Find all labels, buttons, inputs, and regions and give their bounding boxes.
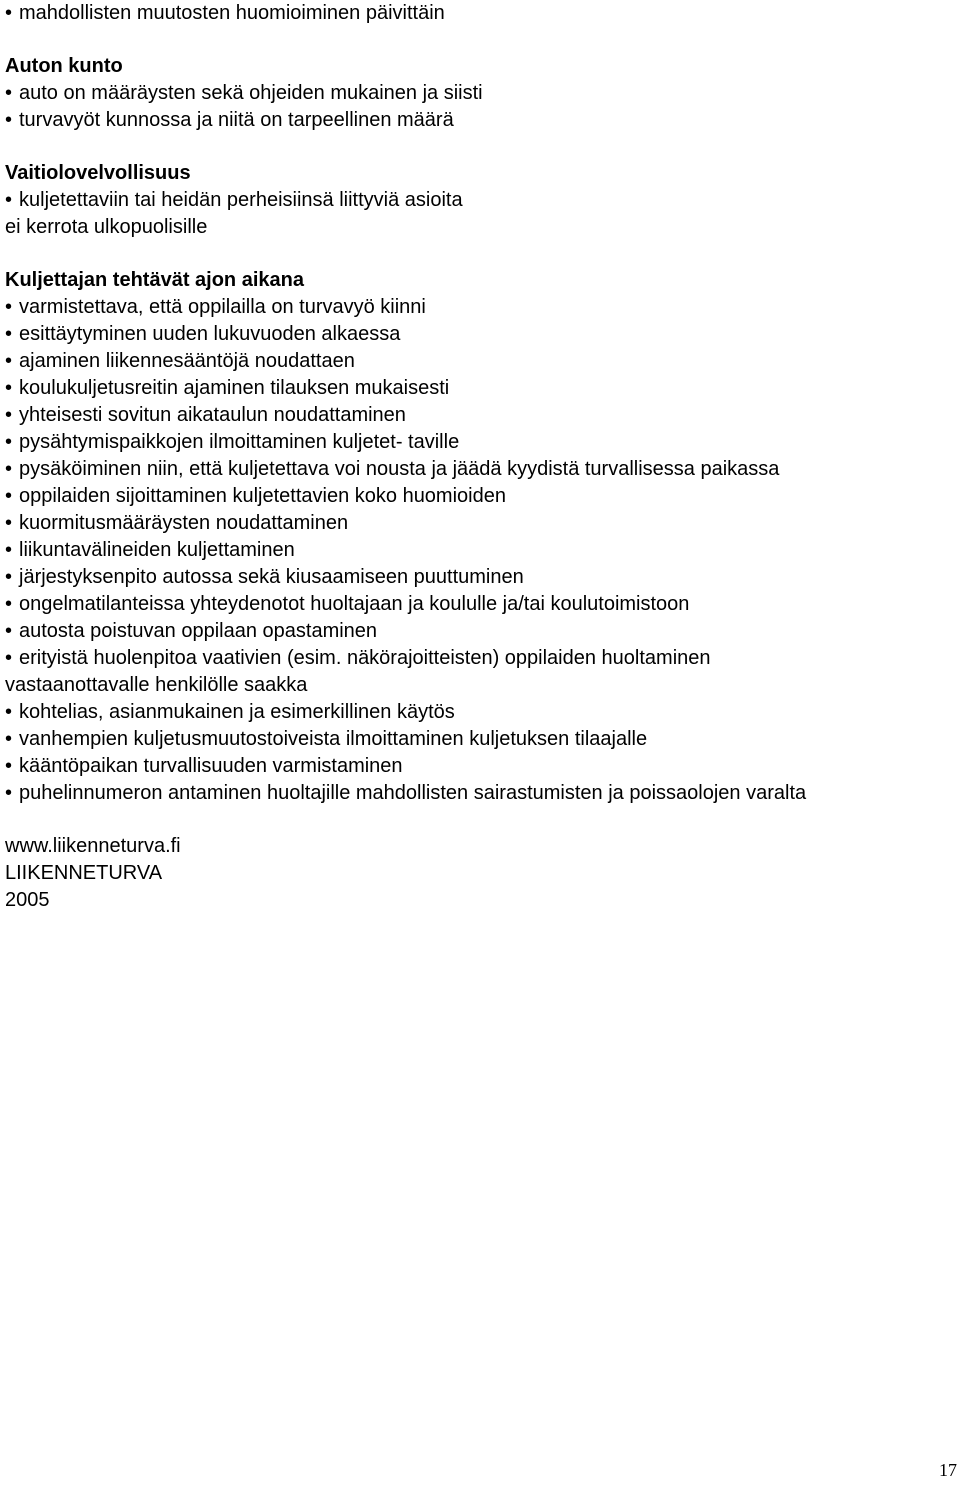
list-item (5, 537, 955, 564)
continuation-text: ei kerrota ulkopuolisille (5, 216, 208, 238)
list-item-text: ajaminen liikennesääntöjä noudattaen (19, 350, 355, 372)
bullet-icon: • (5, 458, 13, 480)
list-item (5, 294, 955, 321)
list-item (5, 321, 955, 348)
bullet-icon: • (5, 296, 13, 318)
list-item (5, 187, 955, 214)
bullet-icon: • (5, 755, 13, 777)
bullet-icon: • (5, 512, 13, 534)
bullet-icon: • (5, 647, 13, 669)
page-number: 17 (939, 1460, 957, 1480)
list-item (5, 107, 955, 134)
bullet-icon: • (5, 2, 13, 24)
list-item-text: yhteisesti sovitun aikataulun noudattaminen (19, 404, 406, 426)
list-item (5, 591, 955, 618)
bullet-icon: • (5, 431, 13, 453)
bullet-icon: • (5, 109, 13, 131)
list-item-text: turvavyöt kunnossa ja niitä on tarpeellinen määrä (19, 109, 454, 131)
list-item-text: kuormitusmääräysten noudattaminen (19, 512, 349, 534)
list-item (5, 726, 955, 753)
section-heading-kuljettajan-tehtavat: Kuljettajan tehtävät ajon aikana (5, 269, 304, 291)
bullet-icon: • (5, 620, 13, 642)
list-item (5, 483, 955, 510)
section-heading-vaitiolovelvollisuus: Vaitiolovelvollisuus (5, 162, 191, 184)
list-item-text: pysähtymispaikkojen ilmoittaminen kuljetet- taville (19, 431, 460, 453)
list-item-text: kääntöpaikan turvallisuuden varmistaminen (19, 755, 403, 777)
bullet-icon: • (5, 728, 13, 750)
list-item-text: koulukuljetusreitin ajaminen tilauksen mukaisesti (19, 377, 450, 399)
list-item-text: erityistä huolenpitoa vaativien (esim. näkörajoitteisten) oppilaiden huoltaminen (19, 647, 711, 669)
footer-url: www.liikenneturva.fi (5, 835, 181, 857)
list-item-text: puhelinnumeron antaminen huoltajille mahdollisten sairastumisten ja poissaolojen varalta (19, 782, 807, 804)
list-item (5, 375, 955, 402)
bullet-icon: • (5, 593, 13, 615)
list-item (5, 753, 955, 780)
list-item (5, 80, 955, 107)
list-item (5, 780, 955, 807)
list-item-text: vanhempien kuljetusmuutostoiveista ilmoittaminen kuljetuksen tilaajalle (19, 728, 648, 750)
list-item-text: esittäytyminen uuden lukuvuoden alkaessa (19, 323, 401, 345)
list-item (5, 456, 955, 483)
list-item-text: järjestyksenpito autossa sekä kiusaamiseen puuttuminen (19, 566, 524, 588)
bullet-icon: • (5, 377, 13, 399)
list-item (5, 510, 955, 537)
list-item-text: liikuntavälineiden kuljettaminen (19, 539, 295, 561)
list-item (5, 699, 955, 726)
bullet-icon: • (5, 701, 13, 723)
list-item-text: ongelmatilanteissa yhteydenotot huoltajaan ja koululle ja/tai koulutoimistoon (19, 593, 690, 615)
list-item-text: kuljetettaviin tai heidän perheisiinsä liittyviä asioita (19, 189, 463, 211)
bullet-icon: • (5, 404, 13, 426)
document-page (5, 0, 955, 914)
bullet-icon: • (5, 82, 13, 104)
list-item-text: mahdollisten muutosten huomioiminen päivittäin (19, 2, 445, 24)
bullet-icon: • (5, 539, 13, 561)
bullet-icon: • (5, 485, 13, 507)
footer-organization: LIIKENNETURVA (5, 862, 163, 884)
list-item-text: varmistettava, että oppilailla on turvavyö kiinni (19, 296, 426, 318)
bullet-icon: • (5, 189, 13, 211)
bullet-icon: • (5, 566, 13, 588)
list-item (5, 348, 955, 375)
bullet-icon: • (5, 323, 13, 345)
list-item (5, 429, 955, 456)
list-item-text: oppilaiden sijoittaminen kuljetettavien koko huomioiden (19, 485, 506, 507)
list-item (5, 564, 955, 591)
footer-year: 2005 (5, 889, 50, 911)
list-item (5, 618, 955, 645)
list-item-text: kohtelias, asianmukainen ja esimerkillinen käytös (19, 701, 455, 723)
list-item (5, 0, 955, 27)
section-heading-auton-kunto: Auton kunto (5, 55, 123, 77)
list-item (5, 402, 955, 429)
continuation-text: vastaanottavalle henkilölle saakka (5, 674, 308, 696)
bullet-icon: • (5, 350, 13, 372)
list-item-text: autosta poistuvan oppilaan opastaminen (19, 620, 378, 642)
list-item (5, 645, 955, 672)
bullet-icon: • (5, 782, 13, 804)
list-item-text: auto on määräysten sekä ohjeiden mukainen ja siisti (19, 82, 483, 104)
list-item-text: pysäköiminen niin, että kuljetettava voi nousta ja jäädä kyydistä turvallisessa paikassa (19, 458, 780, 480)
